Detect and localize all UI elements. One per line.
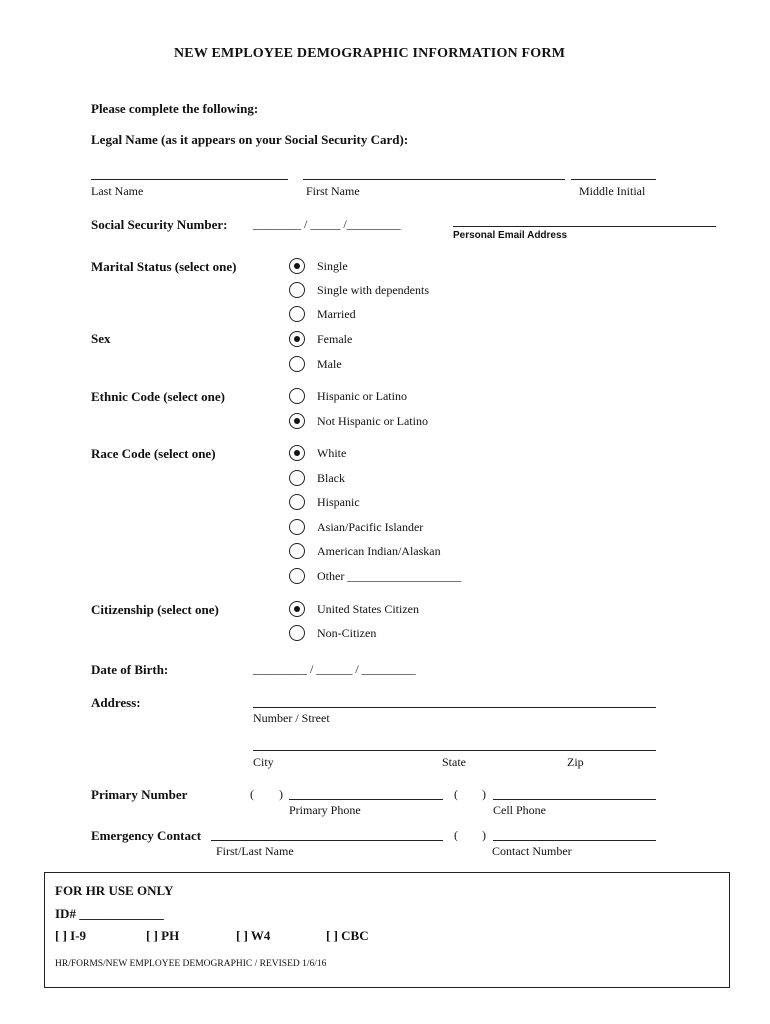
option-label: Single — [317, 259, 348, 273]
emergency-number-field[interactable] — [493, 840, 656, 841]
zip-caption: Zip — [567, 755, 584, 769]
legal-name-label: Legal Name (as it appears on your Social Security Card): — [91, 132, 409, 147]
option-label: White — [317, 446, 347, 460]
option-label: Asian/Pacific Islander — [317, 520, 424, 534]
last-name-field[interactable] — [91, 179, 288, 180]
ssn-field[interactable]: ________ / _____ /_________ — [253, 217, 401, 231]
close-paren: ) — [482, 828, 486, 842]
hr-heading: FOR HR USE ONLY — [55, 883, 174, 898]
option-label: Single with dependents — [317, 283, 429, 297]
dob-label: Date of Birth: — [91, 662, 169, 677]
radio-marital-single[interactable] — [289, 258, 305, 274]
citizenship-label: Citizenship (select one) — [91, 602, 219, 617]
option-label: Female — [317, 332, 353, 346]
primary-phone-caption: Primary Phone — [289, 803, 361, 817]
email-caption: Personal Email Address — [453, 230, 568, 241]
option-label: Other ___________________ — [317, 569, 462, 583]
address-label: Address: — [91, 695, 141, 710]
option-label: Not Hispanic or Latino — [317, 414, 428, 428]
emergency-name-field[interactable] — [211, 840, 443, 841]
cell-phone-field[interactable] — [493, 799, 656, 800]
radio-race-other[interactable] — [289, 568, 305, 584]
last-name-caption: Last Name — [91, 184, 144, 198]
hr-check-w4[interactable]: [ ] W4 — [236, 928, 271, 943]
hr-id-field[interactable]: ID# _____________ — [55, 906, 164, 921]
emergency-contact-label: Emergency Contact — [91, 828, 202, 843]
option-label: Black — [317, 471, 345, 485]
marital-label: Marital Status (select one) — [91, 259, 237, 274]
race-label: Race Code (select one) — [91, 446, 216, 461]
option-label: United States Citizen — [317, 602, 419, 616]
first-name-caption: First Name — [306, 184, 360, 198]
hr-check-i9[interactable]: [ ] I-9 — [55, 928, 87, 943]
option-label: Hispanic — [317, 495, 360, 509]
radio-citizen-us[interactable] — [289, 601, 305, 617]
first-name-field[interactable] — [303, 179, 565, 180]
email-field[interactable] — [453, 226, 716, 227]
city-state-zip-field[interactable] — [253, 750, 656, 751]
option-label: Married — [317, 307, 356, 321]
radio-race-white[interactable] — [289, 445, 305, 461]
option-label: American Indian/Alaskan — [317, 544, 441, 558]
radio-marital-dependents[interactable] — [289, 282, 305, 298]
option-label: Male — [317, 357, 342, 371]
radio-race-hispanic[interactable] — [289, 494, 305, 510]
radio-race-black[interactable] — [289, 470, 305, 486]
option-label: Non-Citizen — [317, 626, 377, 640]
hr-check-cbc[interactable]: [ ] CBC — [326, 928, 369, 943]
dob-field[interactable]: _________ / ______ / _________ — [253, 662, 416, 676]
primary-phone-field[interactable] — [289, 799, 443, 800]
open-paren: ( — [454, 787, 458, 801]
middle-initial-caption: Middle Initial — [579, 184, 646, 198]
radio-race-american-indian[interactable] — [289, 543, 305, 559]
middle-initial-field[interactable] — [571, 179, 656, 180]
cell-phone-caption: Cell Phone — [493, 803, 546, 817]
emergency-name-caption: First/Last Name — [216, 844, 294, 858]
radio-sex-female[interactable] — [289, 331, 305, 347]
intro-text: Please complete the following: — [91, 101, 259, 116]
form-revision-footer: HR/FORMS/NEW EMPLOYEE DEMOGRAPHIC / REVISED 1/6/16 — [55, 959, 327, 969]
open-paren: ( — [454, 828, 458, 842]
option-label: Hispanic or Latino — [317, 389, 407, 403]
radio-citizen-non[interactable] — [289, 625, 305, 641]
street-caption: Number / Street — [253, 711, 330, 725]
primary-number-label: Primary Number — [91, 787, 188, 802]
radio-marital-married[interactable] — [289, 306, 305, 322]
emergency-number-caption: Contact Number — [492, 844, 572, 858]
sex-label: Sex — [91, 331, 111, 346]
ethnic-label: Ethnic Code (select one) — [91, 389, 225, 404]
street-field[interactable] — [253, 707, 656, 708]
close-paren: ) — [279, 787, 283, 801]
radio-ethnic-hispanic[interactable] — [289, 388, 305, 404]
radio-ethnic-not-hispanic[interactable] — [289, 413, 305, 429]
hr-check-ph[interactable]: [ ] PH — [146, 928, 180, 943]
city-caption: City — [253, 755, 274, 769]
close-paren: ) — [482, 787, 486, 801]
ssn-label: Social Security Number: — [91, 217, 228, 232]
radio-sex-male[interactable] — [289, 356, 305, 372]
form-title: NEW EMPLOYEE DEMOGRAPHIC INFORMATION FORM — [174, 46, 566, 61]
radio-race-asian[interactable] — [289, 519, 305, 535]
state-caption: State — [442, 755, 466, 769]
open-paren: ( — [250, 787, 254, 801]
